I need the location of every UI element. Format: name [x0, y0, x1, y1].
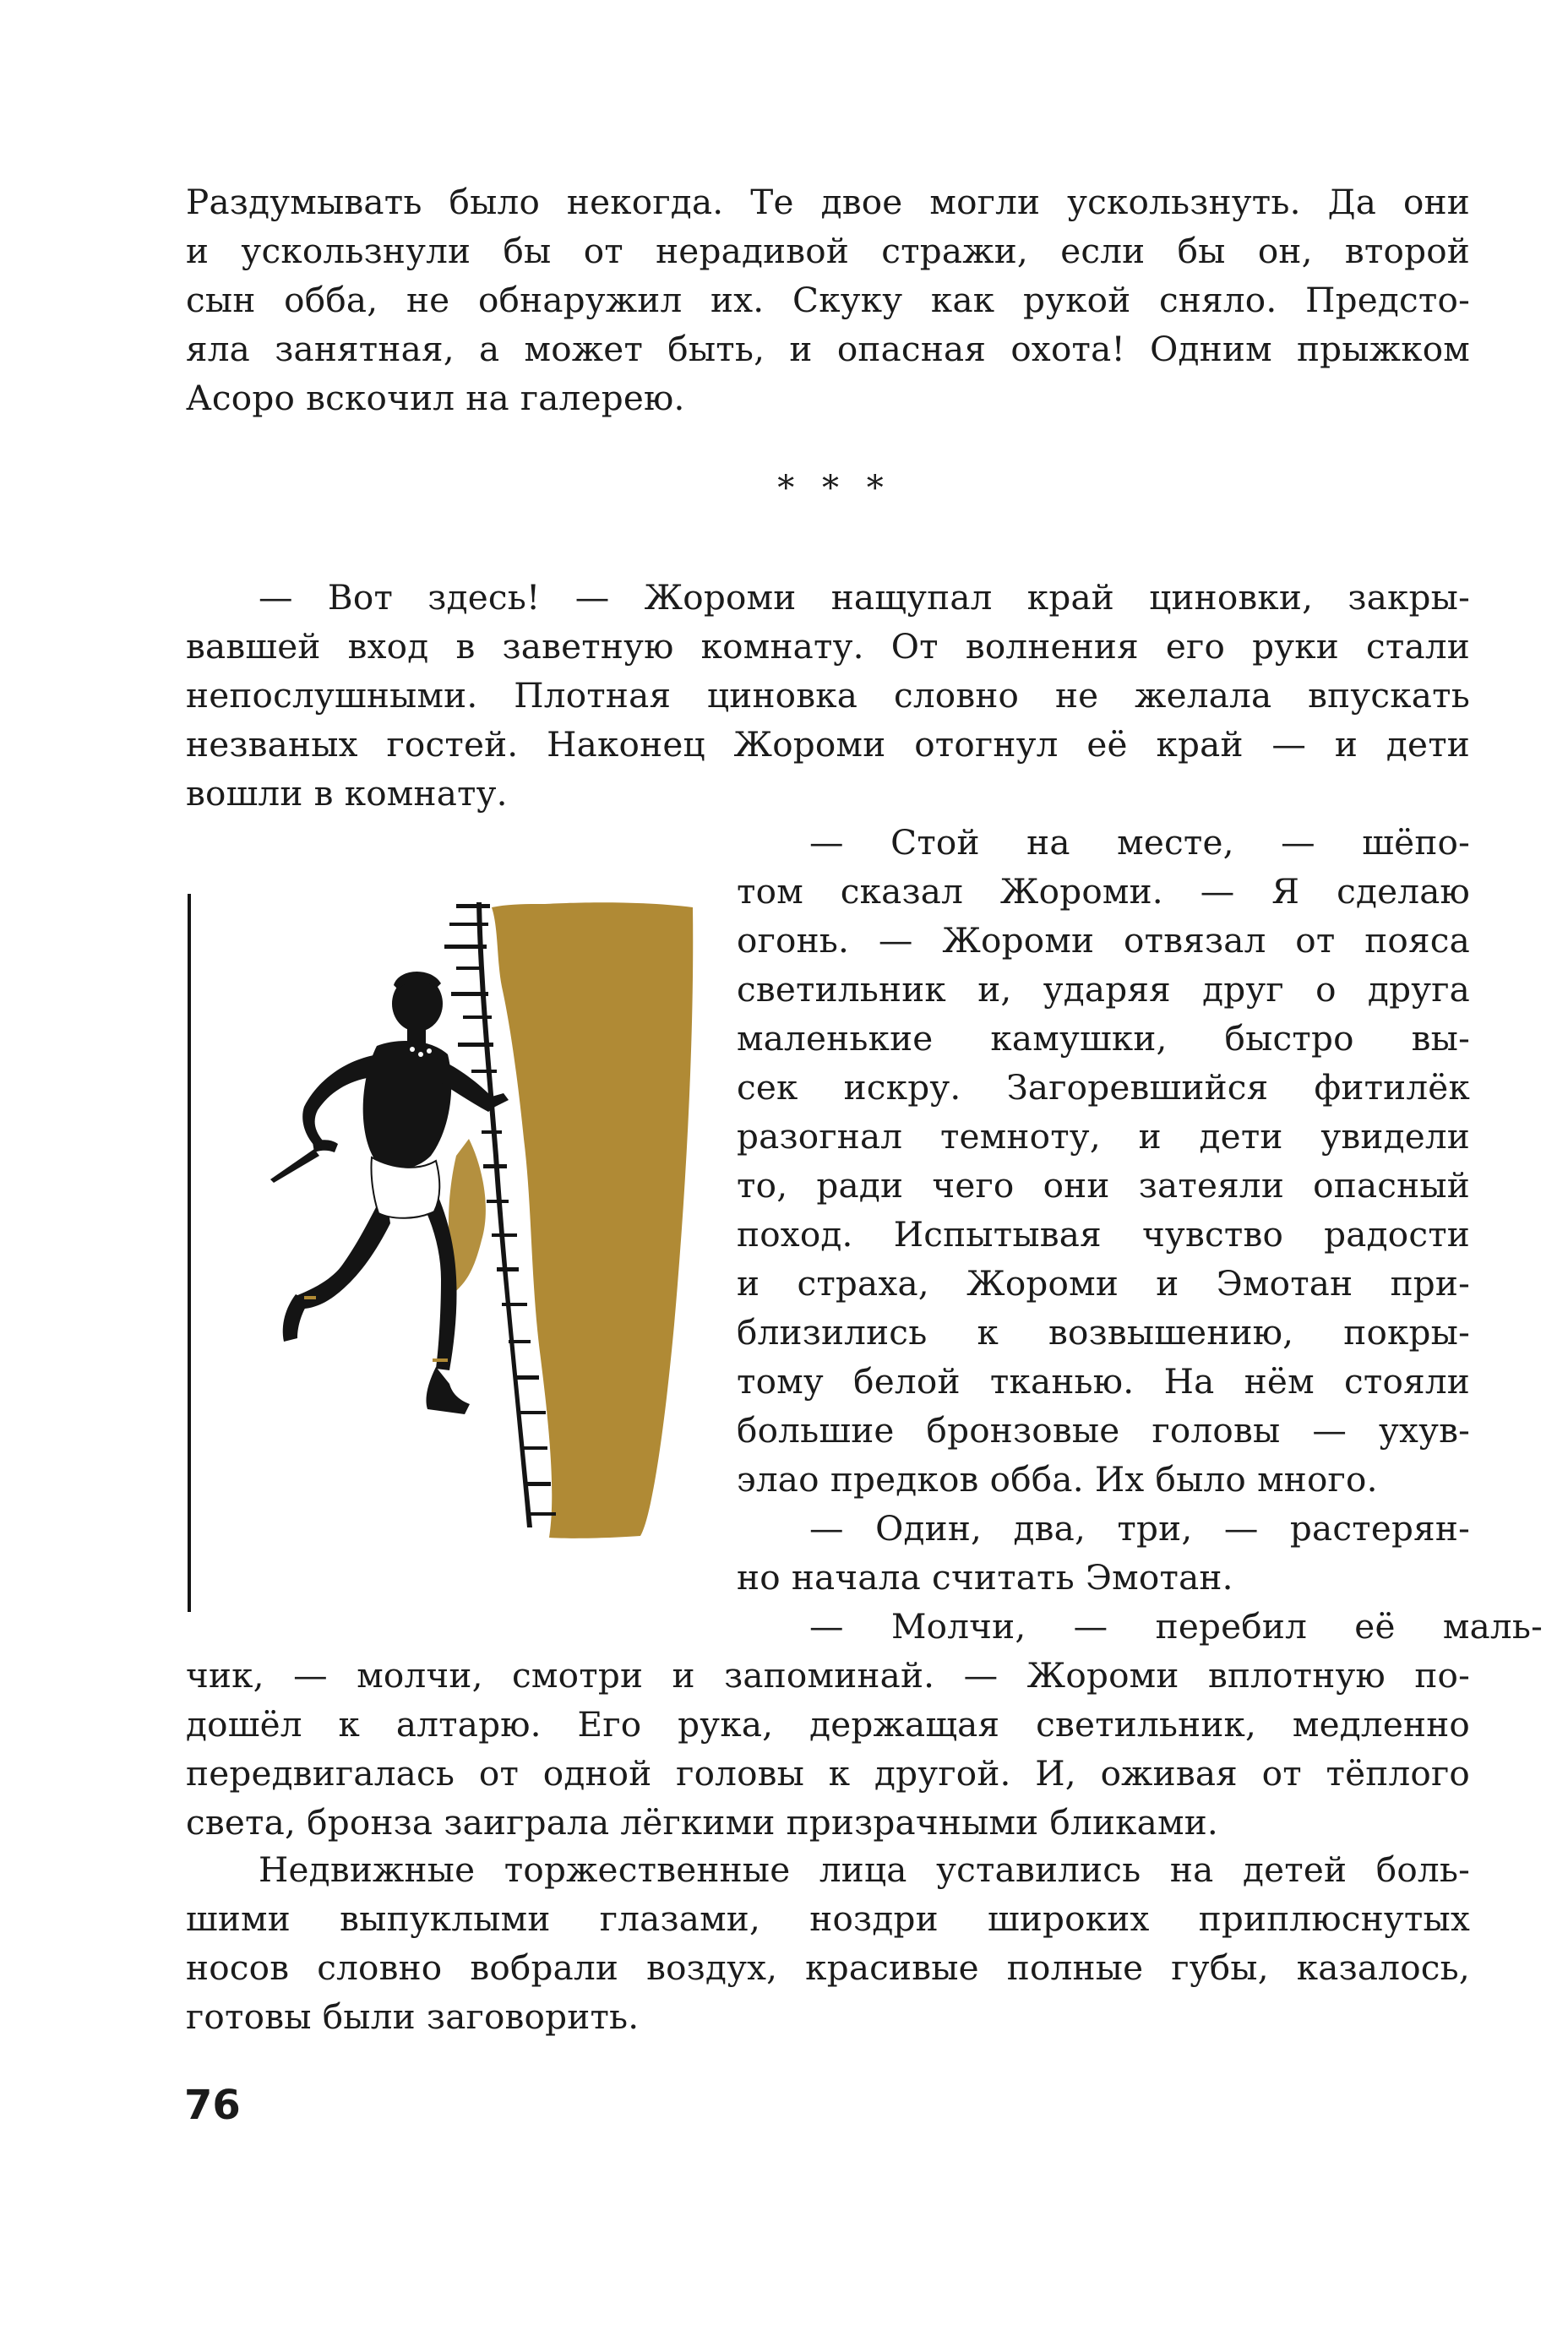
paragraph-line: но начала считать Эмотан. — [737, 1557, 1233, 1598]
paragraph-line: — Стой на месте, — шёпо- — [809, 822, 1470, 863]
paragraph-line: передвигалась от одной головы к другой. И, оживая от тёплого — [186, 1753, 1470, 1794]
paragraph-line: готовы были заговорить. — [186, 1996, 640, 2037]
paragraph-line: яла занятная, а может быть, и опасная охота! Одним прыжком — [186, 329, 1470, 369]
paragraph-line: том сказал Жороми. — Я сделаю — [737, 871, 1470, 912]
paragraph-line: огонь. — Жороми отвязал от пояса — [737, 920, 1470, 961]
running-boy-illustration — [177, 885, 710, 1612]
paragraph-line: вавшей вход в заветную комнату. От волнения его руки стали — [186, 626, 1470, 667]
paragraph-line: вошли в комнату. — [186, 773, 508, 814]
paragraph-line: шими выпуклыми глазами, ноздри широких приплюснутых — [186, 1898, 1470, 1939]
paragraph-line: поход. Испытывая чувство радости — [737, 1214, 1470, 1255]
paragraph-line: разогнал темноту, и дети увидели — [737, 1116, 1470, 1157]
paragraph-line: незваных гостей. Наконец Жороми отогнул её край — и дети — [186, 724, 1470, 765]
paragraph-line: непослушными. Плотная циновка словно не желала впускать — [186, 675, 1470, 716]
paragraph-line: — Вот здесь! — Жороми нащупал край циновки, закры- — [259, 577, 1470, 618]
paragraph-line: дошёл к алтарю. Его рука, держащая светильник, медленно — [186, 1704, 1470, 1745]
paragraph-line: то, ради чего они затеяли опасный — [737, 1165, 1470, 1206]
paragraph-line: — Один, два, три, — растерян- — [809, 1508, 1470, 1549]
paragraph-line: сек искру. Загоревшийся фитилёк — [737, 1067, 1470, 1108]
illustration-left-rule — [188, 894, 191, 1612]
paragraph-line: Недвижные торжественные лица уставились на детей боль- — [259, 1849, 1470, 1890]
paragraph-line: близились к возвышению, покры- — [737, 1312, 1470, 1353]
paragraph-line: маленькие камушки, быстро вы- — [737, 1018, 1470, 1059]
paragraph-line: Раздумывать было некогда. Те двое могли ускользнуть. Да они — [186, 182, 1470, 222]
page-number: 76 — [184, 2082, 241, 2129]
paragraph-line: тому белой тканью. На нём стояли — [737, 1361, 1470, 1402]
paragraph-line: носов словно вобрали воздух, красивые полные губы, казалось, — [186, 1947, 1470, 1988]
paragraph-line: элао предков обба. Их было много. — [737, 1459, 1378, 1500]
paragraph-line: и страха, Жороми и Эмотан при- — [737, 1263, 1470, 1304]
paragraph-line: Асоро вскочил на галерею. — [186, 378, 685, 418]
paragraph-line: чик, — молчи, смотри и запоминай. — Жороми вплотную по- — [186, 1655, 1470, 1696]
paragraph-line: и ускользнули бы от нерадивой стражи, если бы он, второй — [186, 231, 1470, 271]
paragraph-line: большие бронзовые головы — ухув- — [737, 1410, 1470, 1451]
paragraph-line: сын обба, не обнаружил их. Скуку как рукой сняло. Предсто- — [186, 280, 1470, 320]
paragraph-line: света, бронза заиграла лёгкими призрачными бликами. — [186, 1802, 1218, 1843]
paragraph-line: — Молчи, — перебил её маль- — [809, 1606, 1543, 1647]
scene-divider: * * * — [777, 469, 892, 508]
paragraph-line: светильник и, ударяя друг о друга — [737, 969, 1470, 1010]
